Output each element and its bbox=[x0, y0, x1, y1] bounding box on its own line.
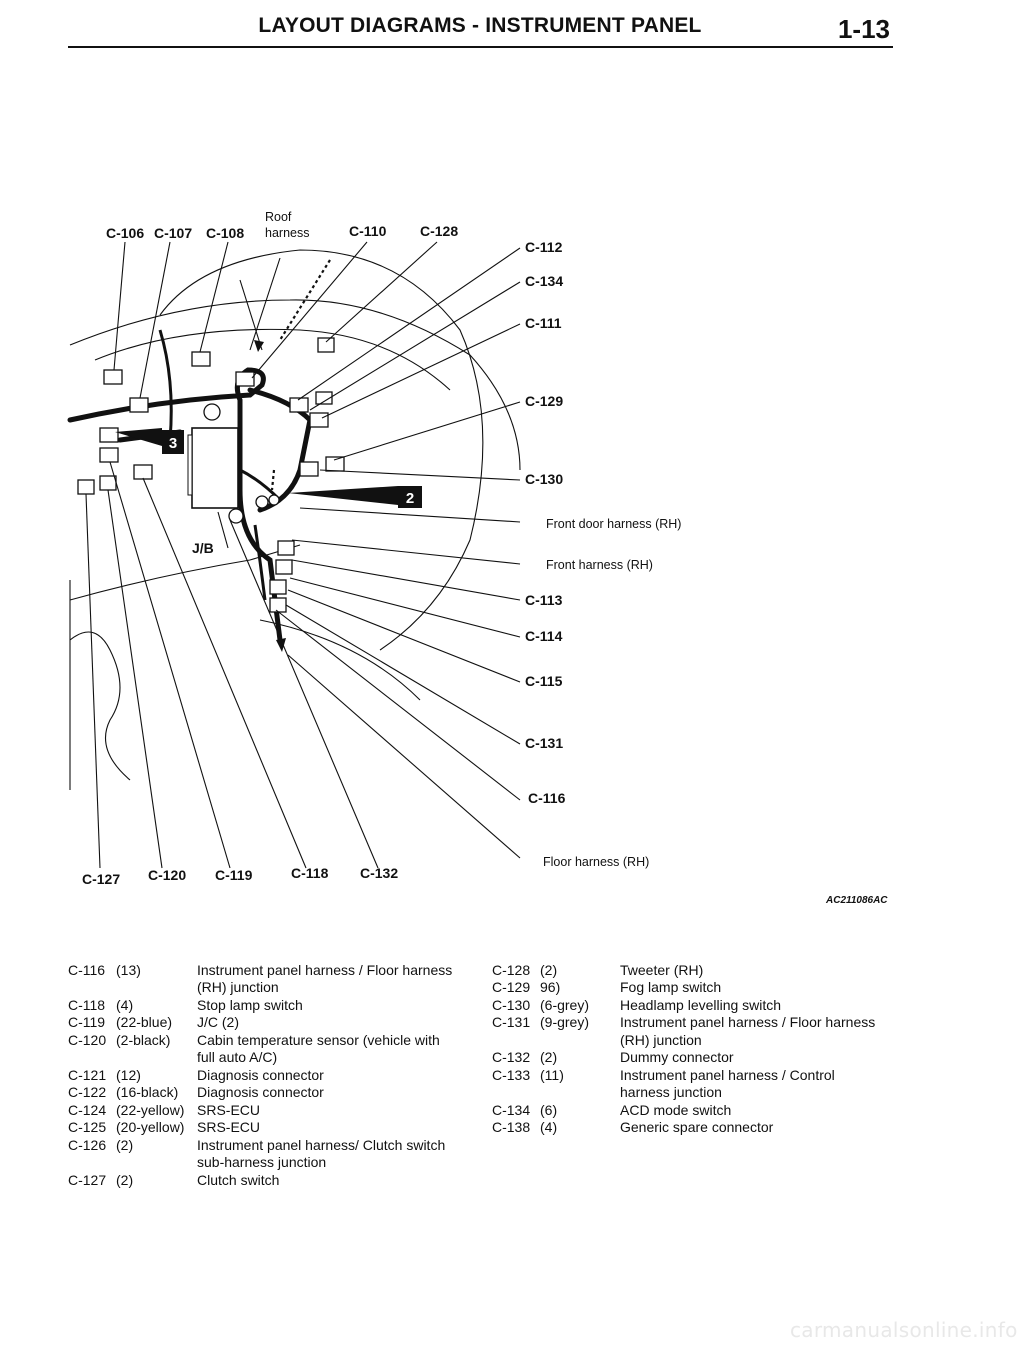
watermark: carmanualsonline.info bbox=[790, 1318, 1018, 1342]
legend-pins: (22-blue) bbox=[116, 1014, 173, 1030]
legend-desc: Diagnosis connector bbox=[197, 1084, 324, 1100]
label-c113: C-113 bbox=[525, 592, 563, 608]
dash-outline-upper bbox=[95, 329, 450, 390]
legend-desc: J/C (2) bbox=[197, 1014, 239, 1030]
legend-desc: Tweeter (RH) bbox=[620, 962, 704, 978]
legend-pins: (11) bbox=[540, 1067, 564, 1083]
legend-code: C-133 bbox=[492, 1067, 531, 1083]
arrow-head bbox=[276, 638, 286, 652]
legend-code: C-124 bbox=[68, 1102, 107, 1118]
legend-code: C-122 bbox=[68, 1084, 107, 1100]
legend-desc: Fog lamp switch bbox=[620, 979, 722, 995]
callout-label-3: 3 bbox=[168, 435, 178, 452]
label-c134: C-134 bbox=[525, 273, 564, 289]
legend-code: C-116 bbox=[68, 962, 106, 978]
legend-desc: SRS-ECU bbox=[197, 1102, 261, 1118]
legend-pins: 96) bbox=[540, 979, 561, 995]
label-roof-line1: Roof bbox=[265, 210, 292, 224]
legend-code: C-119 bbox=[68, 1014, 106, 1030]
legend-desc: Diagnosis connector bbox=[197, 1067, 324, 1083]
lower-panel bbox=[70, 545, 300, 600]
page-title: LAYOUT DIAGRAMS - INSTRUMENT PANEL bbox=[258, 14, 702, 37]
page-number: 1-13 bbox=[837, 14, 890, 44]
legend-pins: (2) bbox=[540, 1049, 558, 1065]
legend-desc-cont: harness junction bbox=[620, 1084, 722, 1100]
label-floor-harness: Floor harness (RH) bbox=[543, 855, 650, 869]
legend-desc: Stop lamp switch bbox=[197, 997, 303, 1013]
legend-code: C-129 bbox=[492, 979, 531, 995]
label-c132: C-132 bbox=[360, 865, 399, 881]
label-c112: C-112 bbox=[525, 239, 563, 255]
legend-code: C-126 bbox=[68, 1137, 107, 1153]
callout-wedge-3 bbox=[115, 428, 162, 446]
label-c119: C-119 bbox=[215, 867, 253, 883]
legend-desc: Instrument panel harness / Floor harness bbox=[620, 1014, 876, 1030]
label-c129: C-129 bbox=[525, 393, 564, 409]
legend-pins: (20-yellow) bbox=[116, 1119, 185, 1135]
legend-pins: (2) bbox=[116, 1137, 134, 1153]
pedal-outline bbox=[70, 632, 130, 780]
label-c114: C-114 bbox=[525, 628, 563, 644]
legend-desc: Headlamp levelling switch bbox=[620, 997, 782, 1013]
legend-pins: (6) bbox=[540, 1102, 558, 1118]
legend-desc: Dummy connector bbox=[620, 1049, 734, 1065]
legend-code: C-120 bbox=[68, 1032, 107, 1048]
legend-code: C-134 bbox=[492, 1102, 531, 1118]
legend-pins: (2) bbox=[116, 1172, 134, 1188]
label-c131: C-131 bbox=[525, 735, 564, 751]
legend-pins: (2-black) bbox=[116, 1032, 171, 1048]
legend-desc: ACD mode switch bbox=[620, 1102, 732, 1118]
legend-code: C-132 bbox=[492, 1049, 531, 1065]
label-c107: C-107 bbox=[154, 225, 193, 241]
legend-code: C-125 bbox=[68, 1119, 107, 1135]
label-c116: C-116 bbox=[528, 790, 566, 806]
legend-pins: (6-grey) bbox=[540, 997, 590, 1013]
legend-code: C-128 bbox=[492, 962, 531, 978]
legend-desc-cont: full auto A/C) bbox=[197, 1049, 278, 1065]
label-c110: C-110 bbox=[349, 223, 387, 239]
label-front-door-harness: Front door harness (RH) bbox=[546, 517, 682, 531]
legend-pins: (4) bbox=[540, 1119, 558, 1135]
label-c111: C-111 bbox=[525, 315, 562, 331]
legend-code: C-131 bbox=[492, 1014, 531, 1030]
legend-code: C-138 bbox=[492, 1119, 531, 1135]
label-c130: C-130 bbox=[525, 471, 564, 487]
label-front-harness: Front harness (RH) bbox=[546, 558, 653, 572]
label-c118: C-118 bbox=[291, 865, 329, 881]
legend-code: C-130 bbox=[492, 997, 531, 1013]
legend-desc: Instrument panel harness / Floor harness bbox=[197, 962, 453, 978]
legend-pins: (9-grey) bbox=[540, 1014, 590, 1030]
legend-pins: (4) bbox=[116, 997, 134, 1013]
callout-wedge-2 bbox=[288, 486, 398, 505]
label-jb: J/B bbox=[192, 540, 214, 556]
legend-pins: (16-black) bbox=[116, 1084, 179, 1100]
label-roof-line2: harness bbox=[265, 226, 310, 240]
legend-desc: Instrument panel harness/ Clutch switch bbox=[197, 1137, 446, 1153]
legend-pins: (2) bbox=[540, 962, 558, 978]
legend-desc: Instrument panel harness / Control bbox=[620, 1067, 835, 1083]
legend-code: C-121 bbox=[68, 1067, 107, 1083]
legend-pins: (13) bbox=[116, 962, 141, 978]
legend-pins: (22-yellow) bbox=[116, 1102, 185, 1118]
label-c120: C-120 bbox=[148, 867, 187, 883]
label-c127: C-127 bbox=[82, 871, 121, 887]
callout-label-2: 2 bbox=[405, 490, 415, 507]
legend-desc: Generic spare connector bbox=[620, 1119, 774, 1135]
leader-lines bbox=[86, 242, 520, 868]
legend-desc-cont: (RH) junction bbox=[197, 979, 279, 995]
label-c128: C-128 bbox=[420, 223, 459, 239]
legend-code: C-118 bbox=[68, 997, 106, 1013]
label-c106: C-106 bbox=[106, 225, 145, 241]
junction-block-box bbox=[192, 428, 238, 508]
legend-desc-cont: sub-harness junction bbox=[197, 1154, 327, 1170]
legend-desc: SRS-ECU bbox=[197, 1119, 261, 1135]
legend-desc: Cabin temperature sensor (vehicle with bbox=[197, 1032, 440, 1048]
legend-desc-cont: (RH) junction bbox=[620, 1032, 702, 1048]
label-c115: C-115 bbox=[525, 673, 563, 689]
dash-outline-top bbox=[70, 300, 520, 470]
legend-code: C-127 bbox=[68, 1172, 107, 1188]
legend-desc: Clutch switch bbox=[197, 1172, 280, 1188]
legend-pins: (12) bbox=[116, 1067, 141, 1083]
label-c108: C-108 bbox=[206, 225, 245, 241]
figure-id: AC211086AC bbox=[826, 895, 888, 906]
